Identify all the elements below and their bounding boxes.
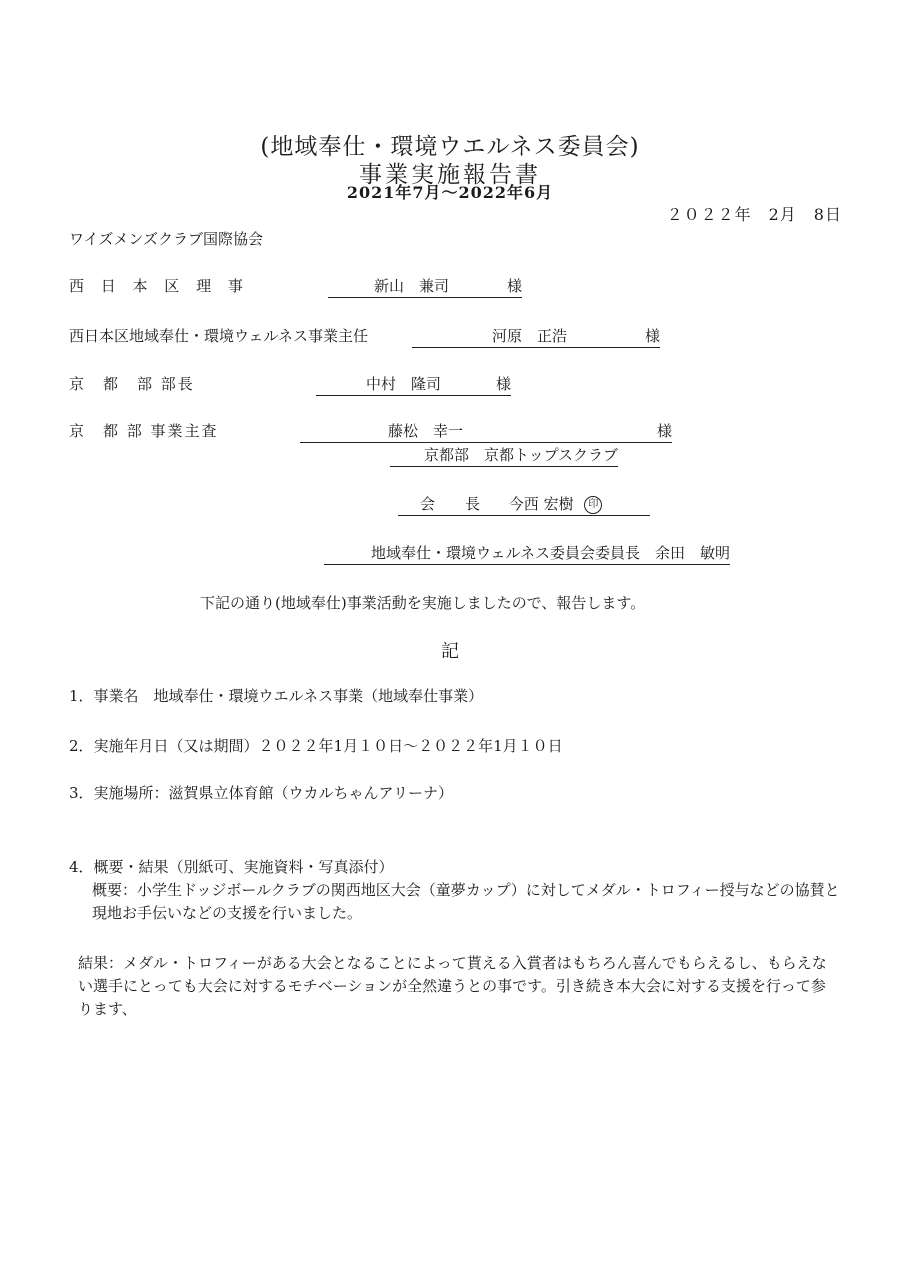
addressee-line-4 [300, 420, 672, 443]
addressee-label-3: 京 都 部 部長 [69, 375, 195, 393]
president-title: 会 長 [420, 495, 481, 513]
addressee-line-2 [412, 325, 660, 348]
addressee-name-4: 藤松 幸一 [388, 422, 464, 440]
organization-name: ワイズメンズクラブ国際協会 [69, 230, 263, 248]
committee-chair [324, 542, 730, 565]
summary-text: 概要：小学生ドッジボールクラブの関西地区大会（童夢カップ）に対してメダル・トロフィー授与などの協賛と現地お手伝いなどの支援を行いました。 [92, 881, 840, 922]
result-text: 結果：メダル・トロフィーがある大会となることによって貰える入賞者はもちろん喜んでもらえるし、もらえない選手にとっても大会に対するモチベーションが全然違うとの事です。引き続き本大会に対する支援を行って参ります、 [78, 954, 827, 1018]
president-name: 今西 宏樹 [508, 495, 574, 513]
addressee-label-4: 京 都 部 事業主査 [69, 422, 219, 440]
report-title: 事業実施報告書 [359, 162, 541, 188]
sender-club [390, 444, 618, 467]
ki-heading: 記 [441, 641, 459, 662]
committee-chair-text: 地域奉仕・環境ウェルネス委員会委員長 余田 敏明 [371, 544, 730, 562]
addressee-name-2: 河原 正浩 [492, 327, 568, 345]
addressee-name-1: 新山 兼司 [374, 277, 450, 295]
addressee-honorific-1: 様 [506, 277, 522, 295]
addressee-line-1 [328, 275, 522, 298]
item-3: 3．実施場所：滋賀県立体育館（ウカルちゃんアリーナ） [69, 784, 453, 802]
item-4: 4．概要・結果（別紙可、実施資料・写真添付） [69, 858, 394, 876]
addressee-line-3 [316, 373, 511, 396]
addressee-honorific-2: 様 [644, 327, 660, 345]
addressee-name-3: 中村 隆司 [366, 375, 442, 393]
sender-club-name: 京都部 京都トップスクラブ [424, 446, 618, 464]
report-date: ２０２２年 2月 8日 [666, 205, 842, 224]
intro-text: 下記の通り(地域奉仕)事業活動を実施しましたので、報告します。 [200, 594, 646, 612]
item-1: 1．事業名 地域奉仕・環境ウエルネス事業（地域奉仕事業） [69, 687, 484, 705]
addressee-label-2: 西日本区地域奉仕・環境ウェルネス事業主任 [69, 327, 368, 345]
committee-title: (地域奉仕・環境ウエルネス委員会) [260, 134, 640, 160]
addressee-honorific-4: 様 [656, 422, 672, 440]
seal-icon: 印 [584, 496, 602, 514]
addressee-label-1: 西 日 本 区 理 事 [69, 277, 249, 295]
item-2: 2．実施年月日（又は期間）２０２２年1月１０日～２０２２年1月１０日 [69, 737, 563, 755]
addressee-honorific-3: 様 [495, 375, 511, 393]
sender-president [398, 493, 650, 516]
fiscal-period: 2021年7月～2022年6月 [346, 183, 554, 202]
